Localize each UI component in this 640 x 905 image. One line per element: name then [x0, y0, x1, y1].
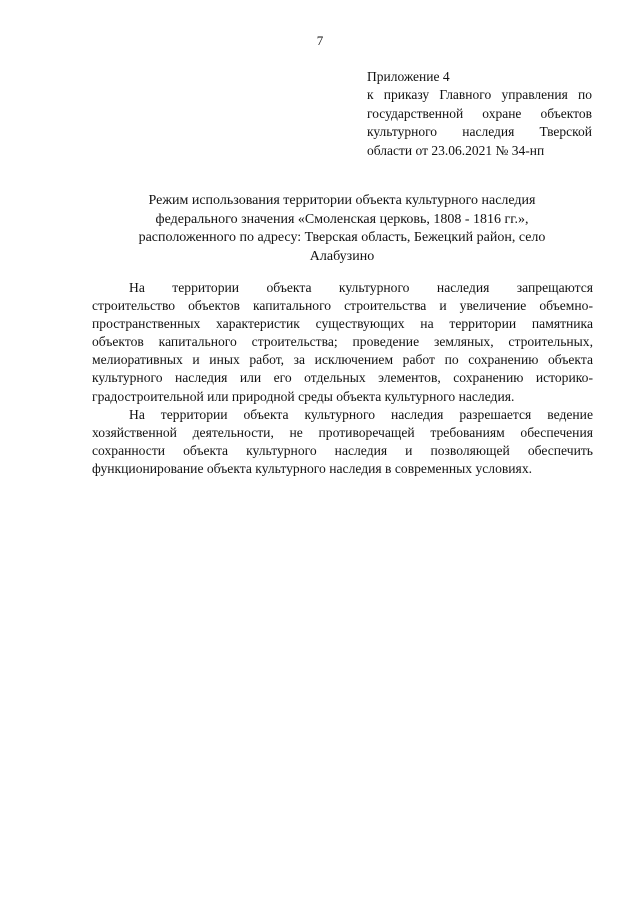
- title-line: федерального значения «Смоленская церковь, 1808 - 1816 гг.»,: [155, 211, 529, 227]
- paragraph-line: мелиоративных и иных работ, за исключением работ по сохранению объекта: [92, 352, 593, 368]
- appendix-line: Приложение 4: [367, 69, 450, 84]
- appendix-header: [367, 68, 592, 160]
- appendix-line: к приказу Главного управления по: [367, 87, 592, 103]
- title-line: Алабузино: [309, 248, 375, 264]
- appendix-line: культурного наследия Тверской: [367, 124, 592, 140]
- paragraph-line: градостроительной или природной среды объекта культурного наследия.: [92, 388, 515, 404]
- document-body: [92, 279, 593, 478]
- paragraph-line: пространственных характеристик существующих на территории памятника: [92, 316, 593, 332]
- title-line: расположенного по адресу: Тверская область, Бежецкий район, село: [138, 230, 546, 246]
- paragraph-line: объектов капитального строительства; проведение земляных, строительных,: [92, 334, 593, 350]
- page-number: 7: [316, 33, 324, 48]
- paragraph-line: культурного наследия или его отдельных элементов, сохранению историко-: [92, 370, 593, 386]
- paragraph-line: На территории объекта культурного наследия запрещаются: [129, 280, 593, 295]
- appendix-line: государственной охране объектов: [367, 105, 592, 121]
- paragraph-line: сохранности объекта культурного наследия и позволяющей обеспечить: [92, 442, 593, 458]
- document-title: [88, 192, 596, 266]
- paragraph-line: строительство объектов капитального строительства и увеличение объемно-: [92, 298, 593, 314]
- paragraph-line: хозяйственной деятельности, не противоречащей требованиям обеспечения: [92, 424, 593, 440]
- paragraph-line: функционирование объекта культурного наследия в современных условиях.: [92, 460, 533, 476]
- paragraph-line: На территории объекта культурного наследия разрешается ведение: [129, 406, 593, 422]
- title-line: Режим использования территории объекта культурного наследия: [148, 193, 536, 208]
- paragraph-permissions: [92, 406, 593, 478]
- paragraph-restrictions: [92, 279, 593, 406]
- appendix-line: области от 23.06.2021 № 34-нп: [367, 142, 545, 158]
